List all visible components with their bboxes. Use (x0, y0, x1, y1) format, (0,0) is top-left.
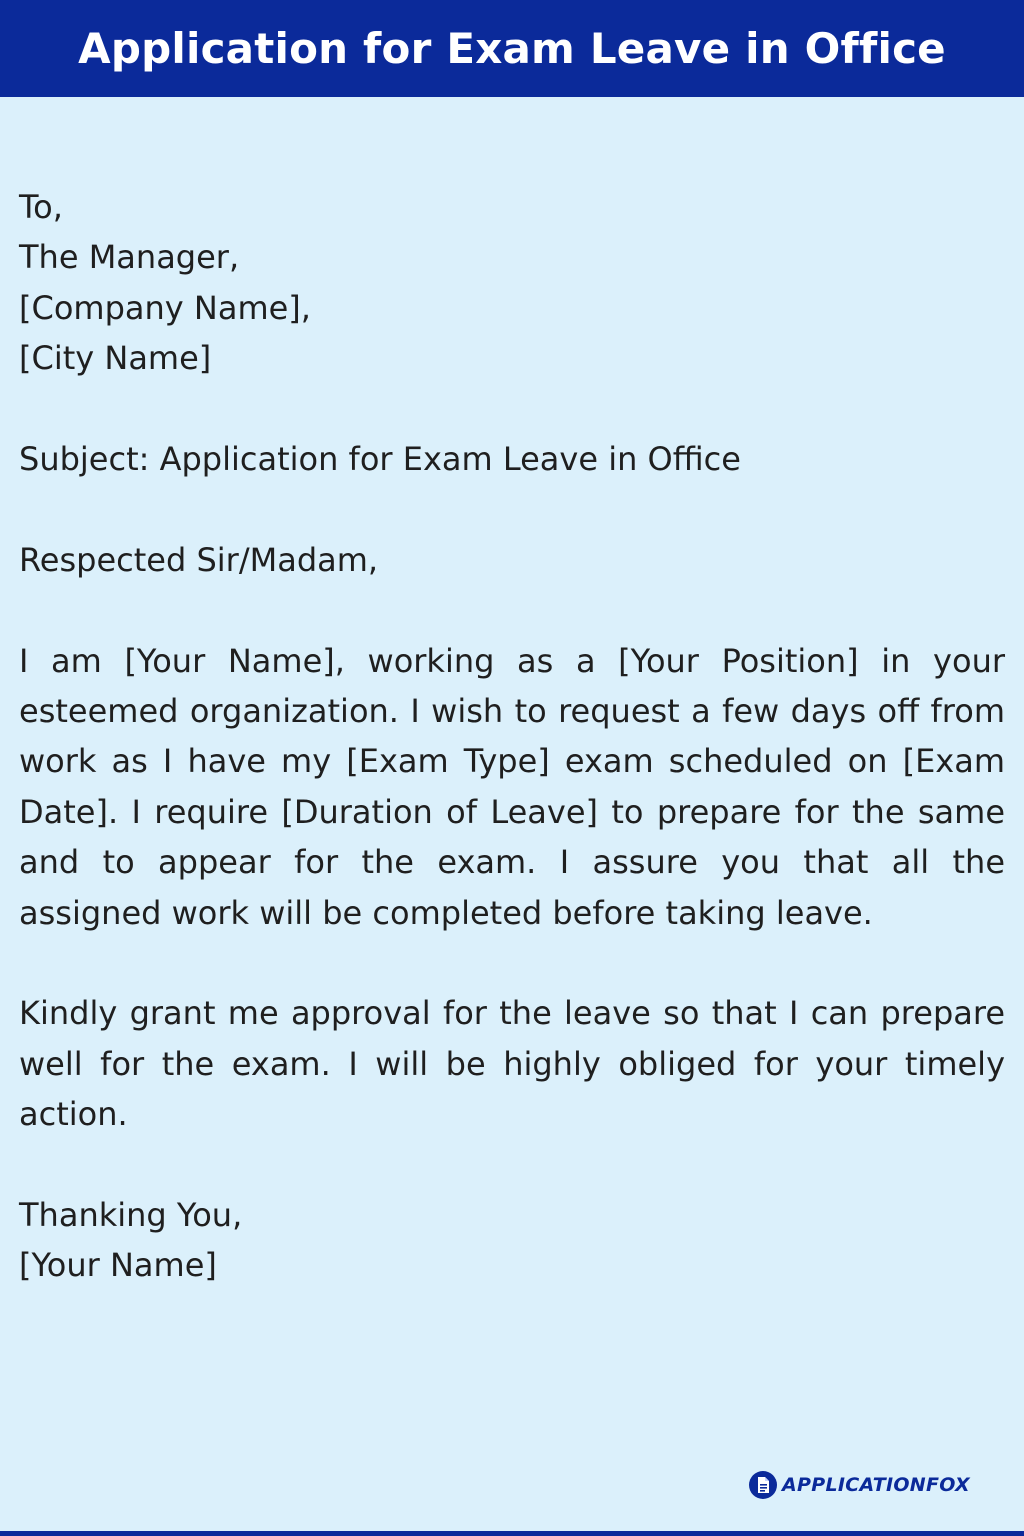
title-banner (0, 0, 1024, 97)
bottom-divider (0, 1531, 1024, 1536)
letter-signature: [Your Name] (19, 1246, 217, 1285)
letter-salutation: Respected Sir/Madam, (19, 540, 379, 579)
letter-city: [City Name] (19, 339, 212, 378)
letter-recipient: The Manager, (19, 238, 240, 277)
letter-to: To, (19, 188, 63, 226)
page-title: Application for Exam Leave in Office (78, 24, 946, 73)
letter-subject: Subject: Application for Exam Leave in Office (19, 440, 741, 479)
brand-name: APPLICATIONFOX (782, 1474, 970, 1496)
letter-paragraph-1: I am [Your Name], working as a [Your Position] in your esteemed organization. I wish to request a few days off from work as I have my [Exam Type] exam scheduled on [Exam Date]. I require [Duration of Leave] to prepare for the same and to appear for the exam. I assure you that all the assigned work will be completed before taking leave. (19, 641, 1005, 932)
letter-closing: Thanking You, (19, 1196, 243, 1235)
letter-body (19, 182, 1005, 1291)
document-icon (748, 1470, 778, 1500)
letter-paragraph-2: Kindly grant me approval for the leave so that I can prepare well for the exam. I will be highly obliged for your timely action. (19, 994, 1005, 1134)
brand-logo (748, 1470, 970, 1500)
letter-company: [Company Name], (19, 288, 311, 327)
